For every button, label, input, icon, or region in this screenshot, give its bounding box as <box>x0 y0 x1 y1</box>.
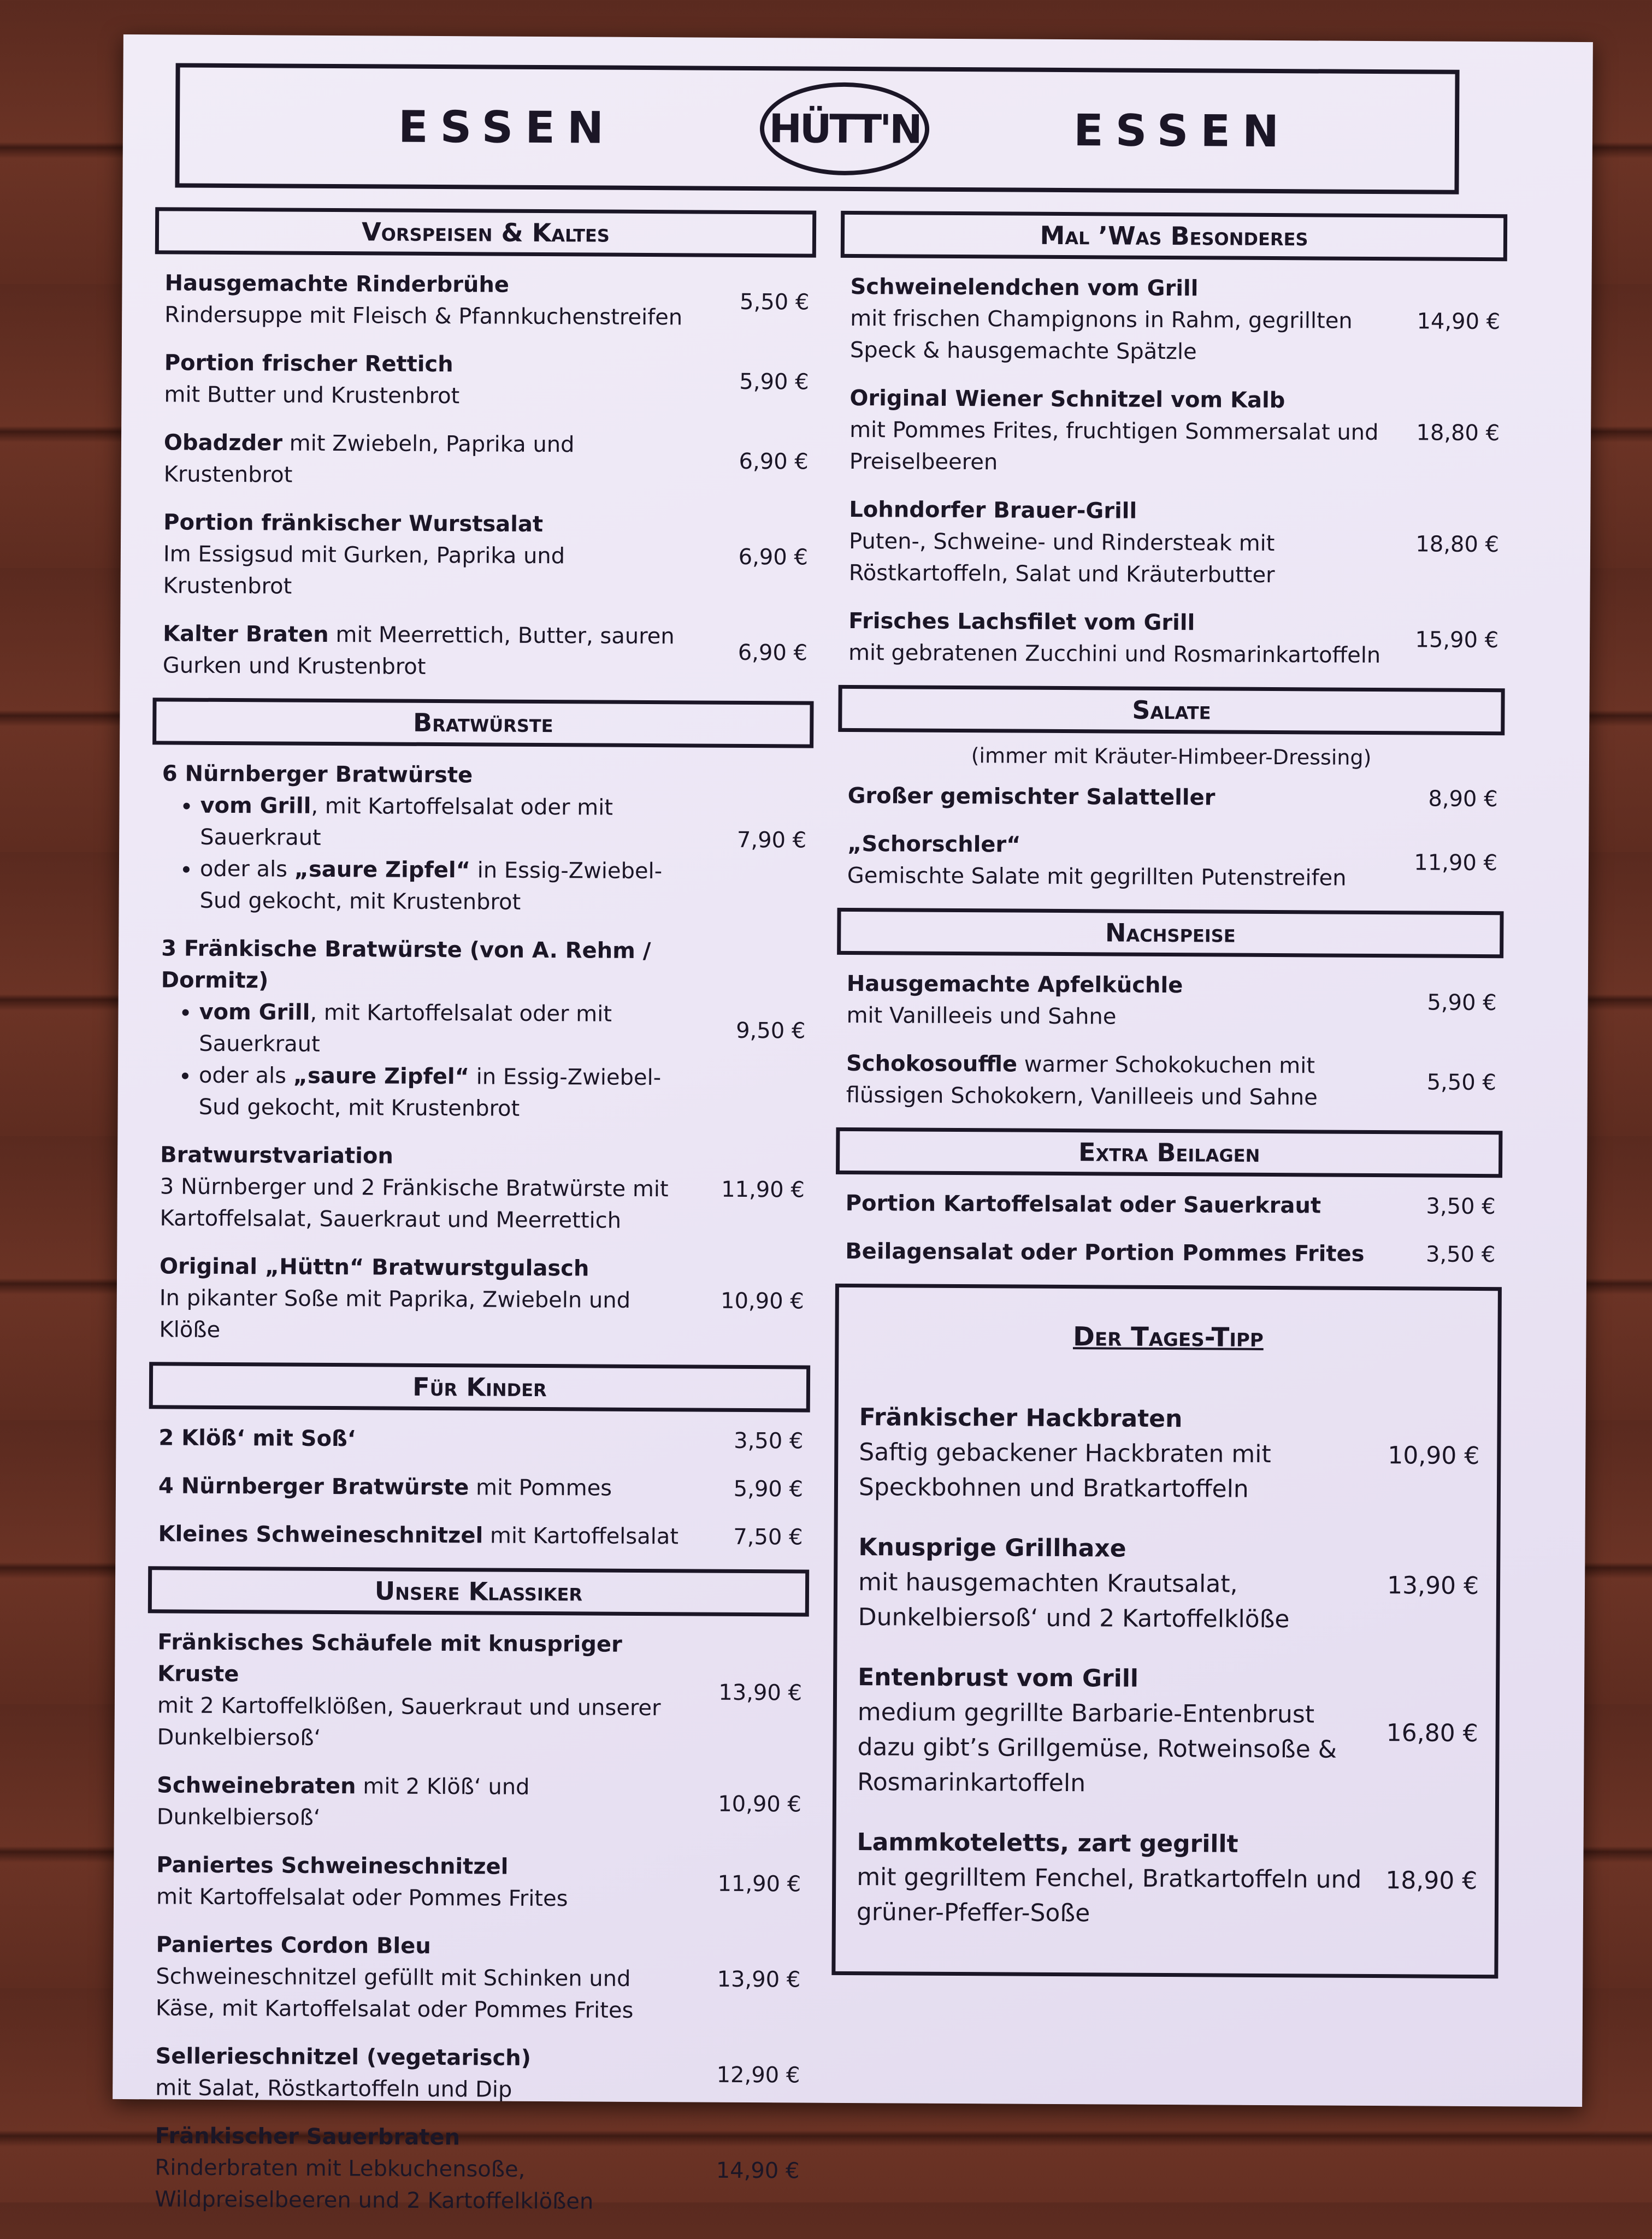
item-price: 12,90 € <box>716 2062 800 2088</box>
item-price: 10,90 € <box>720 1288 804 1314</box>
section-header: Nachspeise <box>837 908 1503 958</box>
bullet-option <box>198 1060 691 1126</box>
item-price: 3,50 € <box>1425 1242 1496 1268</box>
item-description: Schweineschnitzel gefüllt mit Schinken und Käse, mit Kartoffelsalat oder Pommes Frites <box>155 1964 634 2023</box>
item-name: „Schorschler“ <box>847 831 1021 858</box>
menu-item-text <box>154 347 694 413</box>
item-price: 8,90 € <box>1428 786 1498 812</box>
section-header: Für Kinder <box>149 1362 810 1412</box>
bullet-rest: , mit Kartoffelsalat oder mit Sauerkraut <box>200 793 613 850</box>
item-price: 5,90 € <box>733 1476 804 1502</box>
bullet-option <box>200 790 692 856</box>
bullet-strong: „saure Zipfel“ <box>293 1063 470 1090</box>
menu-item <box>847 1660 1485 1803</box>
tages-tipp-box <box>831 1284 1502 1978</box>
menu-item-text <box>848 1530 1365 1638</box>
item-price: 5,90 € <box>739 369 809 395</box>
item-description: Saftig gebackener Hackbraten mit Speckbohnen und Bratkartoffeln <box>858 1438 1271 1503</box>
menu-item <box>146 1849 808 1916</box>
menu-item-text <box>837 780 1383 814</box>
item-name: Lammkoteletts, zart gegrillt <box>857 1828 1238 1858</box>
item-description: Gemischte Salate mit gegrillten Putenstreifen <box>847 862 1347 891</box>
menu-item <box>153 506 815 605</box>
menu-item <box>145 2040 807 2107</box>
menu-item-text <box>147 1626 687 1756</box>
item-description: mit Pommes <box>475 1475 612 1501</box>
item-name: 3 Fränkische Bratwürste (von A. Rehm / Dormitz) <box>161 936 651 994</box>
item-price: 5,50 € <box>1426 1070 1497 1096</box>
menu-item-text <box>836 968 1382 1034</box>
item-name: Großer gemischter Salatteller <box>847 783 1216 811</box>
menu-item-text <box>149 1250 689 1348</box>
menu-item <box>837 828 1504 895</box>
item-description: mit Butter und Krustenbrot <box>164 382 460 409</box>
menu-item-text <box>150 932 691 1125</box>
item-name: Bratwurstvariation <box>160 1142 393 1169</box>
item-description: Rinderbraten mit Lebkuchensoße, Wildpreiselbeeren und 2 Kartoffelklößen <box>155 2155 594 2214</box>
menu-item <box>147 1626 809 1756</box>
bullet-strong: vom Grill <box>200 793 311 819</box>
menu-item-text <box>149 1470 688 1504</box>
menu-item <box>847 1825 1484 1933</box>
item-price: 18,90 € <box>1385 1866 1478 1895</box>
menu-item-text <box>153 506 693 604</box>
item-price: 10,90 € <box>1388 1441 1480 1470</box>
section-header: Unsere Klassiker <box>148 1566 809 1616</box>
section-header: Extra Beilagen <box>836 1127 1502 1178</box>
menu-item-text <box>145 2120 685 2218</box>
menu-item <box>839 494 1506 592</box>
item-price: 14,90 € <box>1417 309 1501 335</box>
menu-item <box>149 1250 811 1349</box>
menu-item <box>146 1929 807 2027</box>
item-name: 6 Nürnberger Bratwürste <box>162 761 473 788</box>
bullet-strong: „saure Zipfel“ <box>294 856 471 883</box>
menu-item-text <box>151 758 692 919</box>
item-name: Portion frischer Rettich <box>164 350 453 377</box>
item-description: mit hausgemachten Krautsalat, Dunkelbiersoß‘ und 2 Kartoffelklöße <box>858 1568 1290 1634</box>
item-price: 7,50 € <box>733 1524 803 1550</box>
menu-item <box>849 1400 1486 1508</box>
item-description: 3 Nürnberger und 2 Fränkische Bratwürste mit Kartoffelsalat, Sauerkraut und Meerrettich <box>160 1174 669 1233</box>
bullet-rest: , mit Kartoffelsalat oder mit Sauerkraut <box>199 1000 612 1057</box>
item-name: Sellerieschnitzel (vegetarisch) <box>155 2043 532 2071</box>
item-name: Paniertes Schweineschnitzel <box>156 1852 509 1880</box>
header-right-title: ESSEN <box>1073 104 1291 157</box>
item-name: Entenbrust vom Grill <box>858 1663 1139 1693</box>
item-name: Schweinebraten <box>157 1773 356 1799</box>
item-name: Knusprige Grillhaxe <box>858 1533 1126 1563</box>
menu-item-text <box>839 605 1384 671</box>
item-name: Obadzder <box>163 430 283 456</box>
item-name: Fränkisches Schäufele mit knuspriger Kruste <box>157 1629 622 1687</box>
section-header: Vorspeisen & Kaltes <box>155 207 816 257</box>
bullet-rest: in Essig-Zwiebel-Sud gekocht, mit Krustenbrot <box>199 858 663 915</box>
menu-item-text <box>847 1660 1364 1803</box>
menu-item-text <box>836 1048 1382 1114</box>
item-description: medium gegrillte Barbarie-Entenbrust dazu gibt’s Grillgemüse, Rotweinsoße & Rosmarinkartoffeln <box>857 1698 1337 1798</box>
item-price: 6,90 € <box>738 640 808 666</box>
item-price: 16,80 € <box>1386 1718 1478 1747</box>
item-name: Hausgemachte Rinderbrühe <box>164 270 510 298</box>
menu-item <box>840 271 1507 369</box>
header-left-title: ESSEN <box>398 101 616 153</box>
item-name: Kleines Schweineschnitzel <box>158 1521 483 1549</box>
menu-item <box>835 1236 1502 1271</box>
item-description: warmer Schokokuchen mit flüssigen Schokokern, Vanilleeis und Sahne <box>846 1051 1318 1110</box>
menu-item <box>155 267 816 334</box>
menu-item-text <box>154 427 694 493</box>
menu-item-text <box>840 271 1386 369</box>
section-note: (immer mit Kräuter-Himbeer-Dressing) <box>971 743 1372 770</box>
item-price: 13,90 € <box>1386 1571 1479 1600</box>
item-price: 9,50 € <box>736 1018 806 1044</box>
huettn-logo <box>760 82 930 176</box>
item-name: 2 Klöß‘ mit Soß‘ <box>158 1425 356 1452</box>
section-header: Bratwürste <box>152 698 813 748</box>
menu-item-text <box>147 1769 687 1835</box>
item-price: 13,90 € <box>718 1680 803 1706</box>
menu-item <box>150 1139 811 1237</box>
menu-header <box>175 63 1459 194</box>
bullet-strong: vom Grill <box>199 999 310 1025</box>
menu-item <box>836 1188 1502 1222</box>
menu-item-text <box>146 1929 686 2027</box>
item-price: 14,90 € <box>716 2158 800 2184</box>
menu-item <box>148 1518 809 1553</box>
menu-item <box>149 1422 810 1457</box>
item-name: 4 Nürnberger Bratwürste <box>158 1473 469 1500</box>
item-price: 18,80 € <box>1415 531 1500 558</box>
item-description: mit Pommes Frites, fruchtigen Sommersalat und Preiselbeeren <box>849 417 1379 475</box>
menu-item <box>150 932 812 1126</box>
item-name: Portion Kartoffelsalat oder Sauerkraut <box>845 1190 1321 1219</box>
item-description: mit Kartoffelsalat oder Pommes Frites <box>156 1884 568 1912</box>
item-description: mit Kartoffelsalat <box>489 1523 679 1550</box>
menu-item <box>147 1769 809 1836</box>
item-name: Portion fränkischer Wurstsalat <box>163 510 544 537</box>
menu-item-text <box>150 1139 690 1237</box>
item-description: mit frischen Champignons in Rahm, gegrillten Speck & hausgemachte Spätzle <box>849 305 1353 365</box>
item-price: 11,90 € <box>717 1871 801 1897</box>
item-price: 5,90 € <box>1427 990 1497 1016</box>
menu-item <box>840 382 1507 481</box>
left-column <box>145 198 816 2235</box>
item-price: 10,90 € <box>718 1791 802 1817</box>
item-price: 13,90 € <box>717 1966 801 1993</box>
item-description: In pikanter Soße mit Paprika, Zwiebeln und Klöße <box>159 1285 631 1343</box>
bullet-pre: oder als <box>199 856 294 882</box>
menu-item <box>154 347 816 413</box>
menu-item-text <box>146 1849 687 1915</box>
menu-item-text <box>149 1422 688 1456</box>
item-name: Schweinelendchen vom Grill <box>850 274 1199 302</box>
item-name: Frisches Lachsfilet vom Grill <box>848 608 1195 636</box>
menu-item <box>154 427 816 493</box>
item-name: Original „Hüttn“ Bratwurstgulasch <box>159 1254 589 1281</box>
menu-item-text <box>836 1188 1381 1222</box>
item-name: Original Wiener Schnitzel vom Kalb <box>849 385 1285 413</box>
item-description: mit Salat, Röstkartoffeln und Dip <box>155 2075 512 2102</box>
section-header: Salate <box>838 685 1504 735</box>
item-bullets <box>160 996 691 1125</box>
menu-item <box>837 780 1504 815</box>
item-price: 3,50 € <box>734 1428 804 1454</box>
item-name: Beilagensalat oder Portion Pommes Frites <box>845 1238 1365 1267</box>
menu-item-text <box>145 2040 686 2106</box>
menu-item <box>839 605 1506 672</box>
item-description: Im Essigsud mit Gurken, Paprika und Krustenbrot <box>163 541 565 599</box>
item-description: mit 2 Kartoffelklößen, Sauerkraut und unserer Dunkelbiersoß‘ <box>157 1693 661 1751</box>
bullet-pre: oder als <box>198 1062 293 1089</box>
bullet-rest: in Essig-Zwiebel-Sud gekocht, mit Krustenbrot <box>198 1064 662 1121</box>
item-price: 18,80 € <box>1416 420 1500 446</box>
menu-item <box>836 1048 1503 1114</box>
menu-item-text <box>849 1400 1365 1508</box>
menu-item <box>145 2120 806 2218</box>
item-description: mit Meerrettich, Butter, sauren Gurken und Krustenbrot <box>162 622 675 680</box>
item-price: 5,50 € <box>740 289 810 315</box>
bullet-option <box>199 853 692 919</box>
bullet-option <box>199 996 691 1062</box>
item-name: Kalter Braten <box>163 621 329 647</box>
item-description: Puten-, Schweine- und Rindersteak mit Röstkartoffeln, Salat und Kräuterbutter <box>848 528 1275 588</box>
item-price: 11,90 € <box>721 1177 805 1203</box>
item-price: 7,90 € <box>736 827 807 853</box>
item-name: Paniertes Cordon Bleu <box>156 1932 431 1959</box>
item-price: 15,90 € <box>1415 627 1499 653</box>
menu-item <box>149 1470 810 1505</box>
menu-item-text <box>153 618 693 684</box>
menu-item-text <box>148 1518 688 1552</box>
item-name: Lohndorfer Brauer-Grill <box>849 497 1137 524</box>
item-description: mit 2 Klöß‘ und Dunkelbiersoß‘ <box>156 1774 530 1830</box>
item-price: 6,90 € <box>738 544 809 570</box>
menu-item <box>836 968 1503 1035</box>
item-name: Schokosouffle <box>846 1050 1018 1077</box>
menu-item-text <box>155 267 695 333</box>
item-description: mit gebratenen Zucchini und Rosmarinkartoffeln <box>848 640 1381 669</box>
item-description: mit Vanilleeis und Sahne <box>846 1002 1117 1030</box>
right-column <box>831 202 1507 1978</box>
item-price: 3,50 € <box>1426 1194 1496 1220</box>
item-description: mit Zwiebeln, Paprika und Krustenbrot <box>163 430 575 488</box>
item-description: Rindersuppe mit Fleisch & Pfannkuchenstreifen <box>164 302 683 330</box>
menu-item <box>848 1530 1486 1638</box>
item-name: Fränkischer Sauerbraten <box>155 2123 461 2151</box>
menu-item-text <box>839 494 1385 592</box>
item-name: Fränkischer Hackbraten <box>859 1403 1183 1433</box>
menu-item-text <box>837 828 1383 894</box>
item-price: 6,90 € <box>739 448 809 475</box>
menu-item-text <box>835 1236 1380 1270</box>
item-description: mit gegrilltem Fenchel, Bratkartoffeln und grüner-Pfeffer-Soße <box>856 1863 1362 1928</box>
menu-item <box>151 758 813 919</box>
menu-item <box>153 618 815 684</box>
tages-tipp-title: Der Tages-Tipp <box>1072 1321 1264 1353</box>
item-price: 11,90 € <box>1414 850 1498 876</box>
menu-sheet <box>113 34 1593 2214</box>
item-name: Hausgemachte Apfelküchle <box>846 971 1183 999</box>
section-header: Mal ’Was Besonderes <box>841 211 1507 261</box>
logo-text: HÜTT'N <box>769 105 921 152</box>
menu-item-text <box>847 1825 1363 1933</box>
item-bullets <box>161 789 692 919</box>
menu-item-text <box>840 382 1385 480</box>
